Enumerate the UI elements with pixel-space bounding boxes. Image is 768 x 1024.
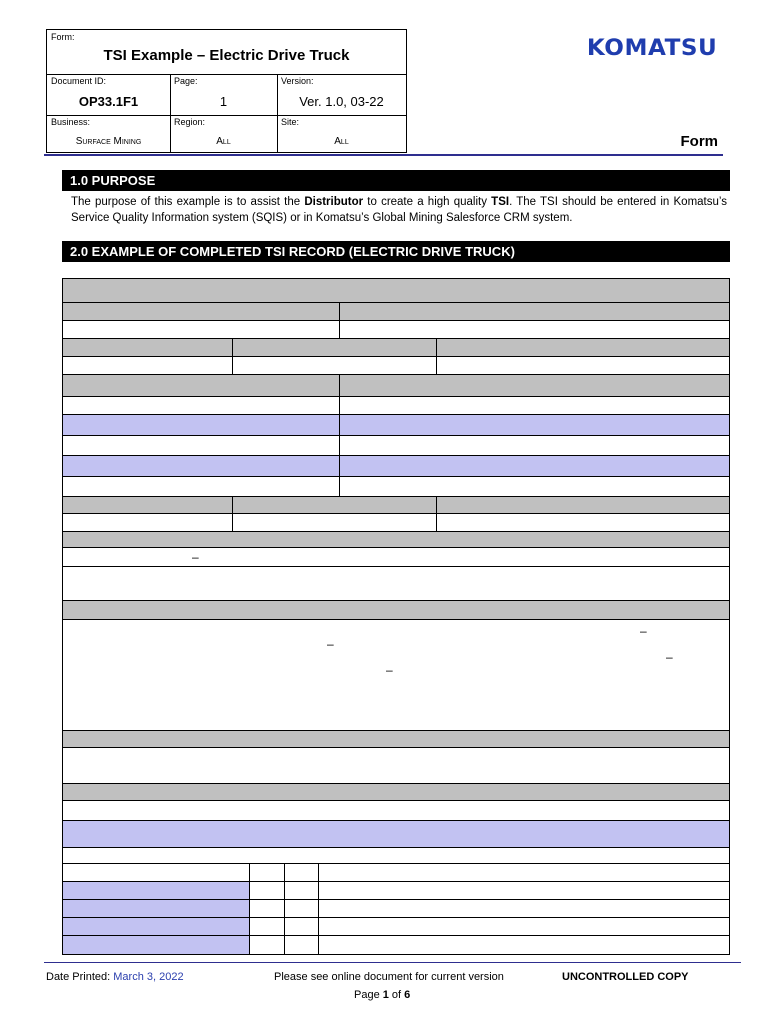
footer-divider <box>44 962 741 963</box>
section-example-heading: 2.0 EXAMPLE OF COMPLETED TSI RECORD (ELECTRIC DRIVE TRUCK) <box>62 241 730 262</box>
table-row <box>63 357 729 375</box>
table-row <box>63 303 729 321</box>
dash-mark: – <box>640 624 647 638</box>
purpose-text-a: The purpose of this example is to assist the <box>71 196 305 208</box>
table-row <box>63 321 729 339</box>
table-row <box>63 821 729 848</box>
dash-mark: – <box>327 637 334 651</box>
doc-id-label: Document ID: <box>51 76 107 86</box>
form-label: Form: <box>51 32 75 42</box>
table-row <box>63 456 729 477</box>
purpose-text-c: . The TSI should be entered in Komatsu’s Service Quality Information system (SQIS) or in Komatsu’s Global Mining Salesforce CRM system. <box>71 196 727 224</box>
page-label: Page: <box>174 76 198 86</box>
page-num: 1 <box>382 989 389 1001</box>
table-row <box>63 339 729 357</box>
table-row <box>63 415 729 436</box>
date-printed <box>46 971 184 984</box>
of-word: of <box>388 989 405 1001</box>
table-row-description <box>63 620 729 731</box>
dash-mark: – <box>666 650 673 664</box>
version-label: Version: <box>281 76 314 86</box>
table-row <box>63 514 729 532</box>
table-row <box>63 497 729 514</box>
region-value: All <box>216 136 231 147</box>
section-purpose-heading: 1.0 PURPOSE <box>62 170 730 191</box>
purpose-paragraph <box>71 194 727 226</box>
table-row <box>63 397 729 415</box>
page-total: 6 <box>404 989 411 1001</box>
business-label: Business: <box>51 117 91 127</box>
table-row <box>63 567 729 601</box>
header-divider <box>44 154 723 156</box>
komatsu-logo: KOMATSU <box>586 36 718 61</box>
form-title: TSI Example – Electric Drive Truck <box>103 47 350 64</box>
table-row <box>63 918 729 936</box>
table-row <box>63 375 729 397</box>
table-header-row <box>63 279 729 303</box>
purpose-text-b: to create a high quality <box>363 196 492 208</box>
dash-mark: – <box>386 663 393 677</box>
table-row <box>63 477 729 497</box>
business-value: Surface Mining <box>75 136 142 147</box>
table-row <box>63 532 729 548</box>
doc-info-row <box>47 74 406 116</box>
doc-id-value: OP33.1F1 <box>78 94 139 109</box>
table-row <box>63 548 729 567</box>
table-row <box>63 731 729 748</box>
table-row <box>63 864 729 882</box>
tsi-record-table <box>62 278 730 955</box>
version-value: Ver. 1.0, 03-22 <box>299 94 384 109</box>
form-tag: Form <box>680 133 718 150</box>
purpose-bold-distributor: Distributor <box>304 196 364 208</box>
table-row <box>63 436 729 456</box>
table-row <box>63 784 729 801</box>
table-row <box>63 936 729 954</box>
purpose-bold-tsi: TSI <box>491 196 510 208</box>
table-row <box>63 748 729 784</box>
table-row <box>63 601 729 620</box>
uncontrolled-copy: UNCONTROLLED COPY <box>562 971 689 983</box>
page-value: 1 <box>219 94 228 109</box>
date-printed-value: March 3, 2022 <box>113 971 184 983</box>
page-number <box>354 989 410 1002</box>
dash-mark: – <box>192 550 199 564</box>
region-label: Region: <box>174 117 206 127</box>
table-row <box>63 882 729 900</box>
table-row <box>63 900 729 918</box>
site-label: Site: <box>281 117 300 127</box>
footer-notice: Please see online document for current version <box>274 971 504 983</box>
date-printed-label: Date Printed: <box>46 971 114 983</box>
business-row <box>47 115 406 152</box>
table-row <box>63 848 729 864</box>
page-word: Page <box>354 989 383 1001</box>
document-header-box <box>46 29 407 153</box>
table-row <box>63 801 729 821</box>
form-title-row <box>47 30 406 75</box>
site-value: All <box>334 136 349 147</box>
